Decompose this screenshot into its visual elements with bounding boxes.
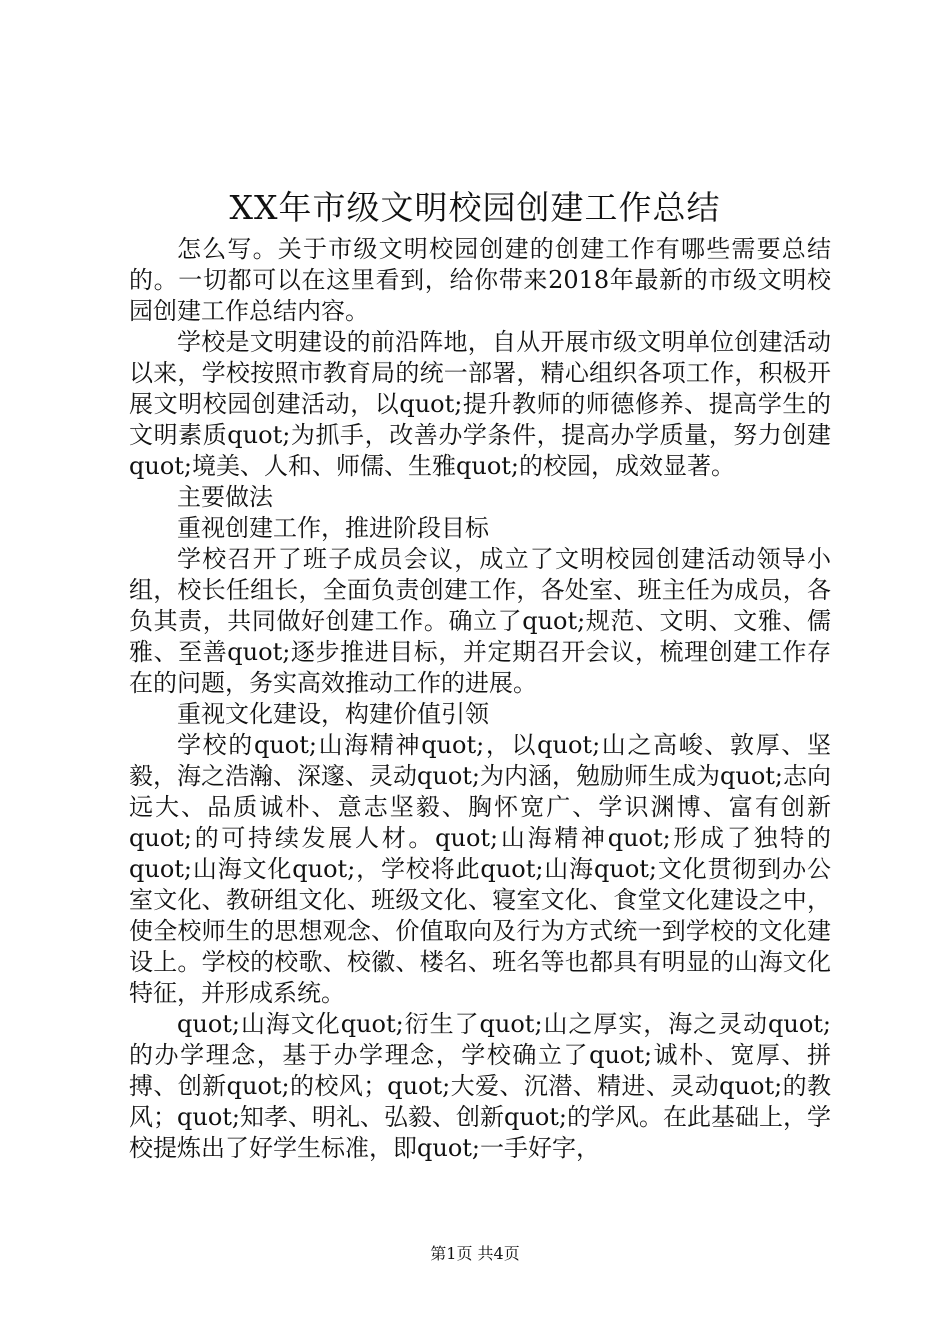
document-title: XX年市级文明校园创建工作总结 [229,188,721,227]
paragraph-shanhai-spirit: 学校的quot;山海精神quot;，以quot;山之高峻、敦厚、坚毅，海之浩瀚、深邃、灵动quot;为内涵，勉励师生成为quot;志向远大、品质诚朴、意志坚毅、胸怀宽广、学识渊博、富有创新quot;的可持续发展人材。quot;山海精神quot;形成了独特的quot;山海文化quot;，学校将此quot;山海quot;文化贯彻到办公室文化、教研组文化、班级文化、寝室文化、食堂文化建设之中，使全校师生的思想观念、价值取向及行为方式统一到学校的文化建设上。学校的校歌、校徽、楼名、班名等也都具有明显的山海文化特征，并形成系统。 [129,731,831,1007]
page-number-footer: 第1页 共4页 [430,1244,520,1263]
paragraph-shanhai-culture: quot;山海文化quot;衍生了quot;山之厚实，海之灵动quot;的办学理念，基于办学理念，学校确立了quot;诚朴、宽厚、拼搏、创新quot;的校风；quot;大爱、沉潜、精进、灵动quot;的教风；quot;知孝、明礼、弘毅、创新quot;的学风。在此基础上，学校提炼出了好学生标准，即quot;一手好字， [129,1010,831,1162]
paragraph-overview: 学校是文明建设的前沿阵地，自从开展市级文明单位创建活动以来，学校按照市教育局的统一部署，精心组织各项工作，积极开展文明校园创建活动，以quot;提升教师的师德修养、提高学生的文明素质quot;为抓手，改善办学条件，提高办学质量，努力创建quot;境美、人和、师儒、生雅quot;的校园，成效显著。 [129,328,831,480]
section-heading-main-practices: 主要做法 [177,483,273,511]
subheading-culture-building: 重视文化建设，构建价值引领 [177,700,489,728]
document-body [129,234,831,1164]
paragraph-creation-work: 学校召开了班子成员会议，成立了文明校园创建活动领导小组，校长任组长，全面负责创建工作，各处室、班主任为成员，各负其责，共同做好创建工作。确立了quot;规范、文明、文雅、儒雅、至善quot;逐步推进目标，并定期召开会议，梳理创建工作存在的问题，务实高效推动工作的进展。 [129,545,831,697]
subheading-creation-work: 重视创建工作，推进阶段目标 [177,514,489,542]
paragraph-intro: 怎么写。关于市级文明校园创建的创建工作有哪些需要总结的。一切都可以在这里看到，给你带来2018年最新的市级文明校园创建工作总结内容。 [129,235,831,325]
